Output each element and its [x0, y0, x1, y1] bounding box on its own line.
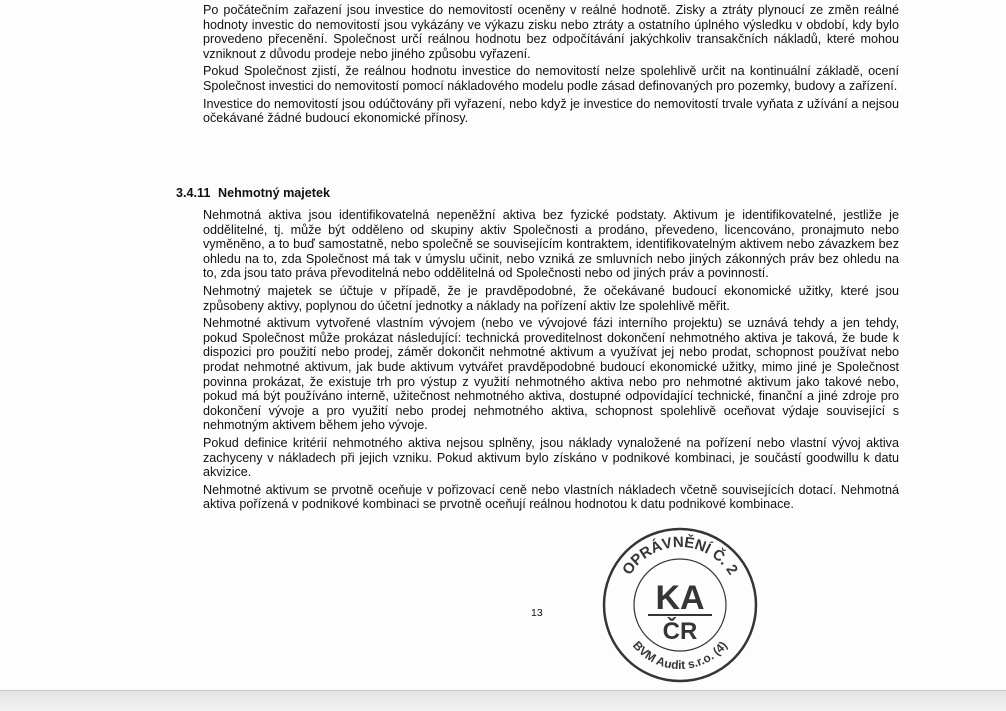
section-title: Nehmotný majetek — [218, 186, 330, 200]
paragraph: Nehmotné aktivum vytvořené vlastním vývojem (nebo ve vývojové fázi interního projektu) se uznává tehdy a jen tehdy, pokud Společnost může prokázat následující: technická proveditelnost dokončení nehmotného aktiva je taková, že bude k dispozici pro použití nebo prodej, záměr dokončit nehmotné aktivum a využívat jej nebo prodat, schopnost používat nebo prodat nehmotné aktivum, jak bude aktivum vytvářet pravděpodobné budoucí ekonomické užitky, mimo jiné je Společnost povinna prokázat, že existuje trh pro výstup z využití nehmotného aktiva nebo pro nehmotné aktivum jako takové nebo, pokud má být používáno interně, užitečnost nehmotného aktiva, dostupné odpovídající technické, finanční a jiné zdroje pro dokončení vývoje a pro využití nebo prodej nehmotného aktiva, schopnost spolehlivě oceňovat výdaje související s nehmotným aktivem během jeho vývoje. — [203, 316, 899, 433]
paragraph: Nehmotný majetek se účtuje v případě, že je pravděpodobné, že očekávané budoucí ekonomické užitky, které jsou způsobeny aktivy, poplynou do účetní jednotky a náklady na pořízení aktiv lze spolehlivě měřit. — [203, 283, 899, 313]
paragraph: Pokud Společnost zjistí, že reálnou hodnotu investice do nemovitostí nelze spolehlivě určit na kontinuální základě, ocení Společnost investici do nemovitostí pomocí nákladového modelu podle zásad definovaných pro pozemky, budovy a zařízení. — [203, 64, 899, 93]
auditor-stamp — [600, 525, 760, 685]
investment-property-section — [203, 3, 899, 129]
paragraph: Nehmotné aktivum se prvotně oceňuje v pořizovací ceně nebo vlastních nákladech včetně souvisejících dotací. Nehmotná aktiva pořízená v podnikové kombinaci se prvotně oceňují reálnou hodnotou k datu podnikové kombinace. — [203, 482, 899, 512]
section-heading — [176, 186, 330, 200]
paragraph: Nehmotná aktiva jsou identifikovatelná nepeněžní aktiva bez fyzické podstaty. Aktivum je identifikovatelné, jestliže je oddělitelné, tj. může být odděleno od skupiny aktiv Společnosti a prodáno, převedeno, licencováno, pronajmuto nebo vyměněno, a to buď samostatně, nebo společně se souvisejícím kontraktem, identifikovatelným aktivem nebo závazkem bez ohledu na to, zda Společnost má tak v úmyslu učinit, nebo vzniká ze smluvních nebo jiných zákonných práv bez ohledu na to, zda jsou tato práva převoditelná nebo oddělitelná od Společnosti nebo od jiných práv a povinností. — [203, 208, 899, 281]
paragraph: Investice do nemovitostí jsou odúčtovány při vyřazení, nebo když je investice do nemovitostí trvale vyňata z užívání a nejsou očekávané žádné budoucí ekonomické přínosy. — [203, 96, 899, 126]
stamp-top-text: OPRÁVNĚNÍ Č. 2 — [619, 533, 742, 579]
page-number: 13 — [531, 607, 543, 619]
stamp-bottom-text: BVM Audit s.r.o. (4) — [630, 638, 730, 673]
paragraph: Po počátečním zařazení jsou investice do nemovitostí oceněny v reálné hodnotě. Zisky a ztráty plynoucí ze změn reálné hodnoty investic do nemovitostí jsou vykázány ve výkazu zisku nebo ztráty a ostatního úplného výsledku v období, kdy bylo provedeno přecenění. Společnost určí reálnou hodnotu bez odpočítávání jakýchkoliv transakčních nákladů, které mohou vzniknout z důvodu prodeje nebo jiného způsobu vyřazení. — [203, 3, 899, 61]
section-number: 3.4.11 — [176, 186, 211, 200]
scan-bottom-edge — [0, 690, 1006, 711]
stamp-logo-top: KA — [655, 579, 705, 617]
paragraph: Pokud definice kritérií nehmotného aktiva nejsou splněny, jsou náklady vynaložené na pořízení nebo vlastní vývoj aktiva zachyceny v nákladech při jejich vzniku. Pokud aktivum bylo získáno v podnikové kombinaci, je součástí goodwillu k datu akvizice. — [203, 435, 899, 480]
intangible-assets-section — [203, 208, 899, 515]
stamp-logo-bottom: ČR — [662, 618, 698, 645]
